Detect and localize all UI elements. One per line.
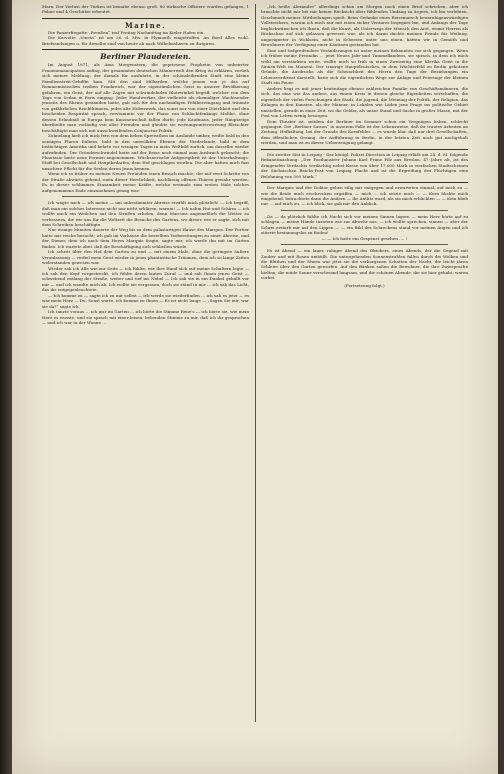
story-paragraph: Es ist Abend — ein lauer, ruhiger Abend des Oktobers, eines Abends, der die Gegend mit Zauber und mit Rosen umhüllt. Die untergehenden Sonnenstrahlen fallen durch die Wolken und die Blüthen und der Sturm war jetzt sie die verborgenen Schatten der Nacht, die leicht ihren Schleier über den Garten geworfen. Auf den Bänken saßen die Bewohner, die ihre Zwiesprache hielten; die müde Sonne verschwand langsam, und die schönen Abende, die sie hier gehabt, waren vorbei. <box>261 248 468 281</box>
scene-divider <box>281 244 448 245</box>
scene-divider <box>281 210 448 211</box>
story-paragraph: Da — da plötzlich fühlte ich Nacht sich vor meinen Sinnen lagern — mein Herz hörte auf zu schlagen — meine Hände tasteten wie zur Abwehr aus, — ich wollte sprechen, sinnen — aber der Schrei erstarb mir auf den Lippen — — ein Bild des Schreckens stand vor meinen Augen und ich stürzte besinnungslos zu Boden! <box>261 213 468 236</box>
section-divider <box>42 49 249 50</box>
body-paragraph: Nur wenige Minuten dauerte der Weg bis zu dem palastartigen Hause des Marquis. Der Portier hatte mir reiche besucht; ich gab im Vorhause die bestellten Vorbereitungen zu einer Abreise, und der Diener, dem ich nach dem Herrn Marquis fragte, sagte mir, ich werde ihn mit im Garten finden. Ich wartete aber, daß die Beschäftigung sich schließen würde. <box>42 227 249 249</box>
scene-divider <box>62 196 229 197</box>
dialogue-paragraph: Wieder sah ich Alle wie zur Seite — ich fühlte, wie ihre Hand sich auf meine Schultern legte — ich sah den Kopf vorgestreckt, ich fühlte deren lauten Zuruf — und sah Ihnen jenen Geist — schwebend entlang der Straße, weiter und tief ins Nebel — Ich sah sie in ein Dunkel gehüllt vor mir — und ich wandte mich ab. Ich wollte sie vergessen, doch sie stand in mir ... ich sah das Licht, das ihr entgegenleuchtete. <box>42 265 249 293</box>
body-paragraph: Ich wagte nach — ich meine — um unbestimmter Abreise erzählt mich plötzlich! — Ich begriff, daß man ein solches Interesse nicht nur nicht erklären, warum! — Ich nahm Hut und Schirm — ich wollte mich ein Weilchen auf den Straßen erholen, denn Marcons angemeßlich die Wetter zu verbessern, die wir uns für die Weltzeit die Besuche des Gartens, wo dieser, wie er sagte, sich mit dem Schreiben beschäftigte. <box>42 200 249 227</box>
body-paragraph: Ich schritt über den Hof dem Garten zu und — mit einem Male, ohne die geringste äußere Veranlassung — verfiel mein Geist wieder in jenes phantastische Träumen, dem ich so lange Zeiten widerstanden gewesen war. <box>42 249 249 266</box>
police-notice: Die zweiter Sitz in Leipzig · Der königl. Polizei Direction in Leipzig erläßt am 24. d. M. folgende Bekanntmachung: „Der Posthausirer Johann Karl Franz Pilz aus Breslau, 47 Jahre alt, ist des dringenden Verdachts verdächtig nebst Kasse von über 17,000 Mark in vierfachen Stadtscheinen der Sächsischen Reichs-Post von Leipzig Flucht und ist die Ergreifung des Flüchtigen eine Belohnung von 500 Mark.“ <box>261 151 468 179</box>
right-column <box>261 4 468 288</box>
marine-paragraph: Die Panzerfregatte „Preußen“ traf Freitag Nachmittag im Kieler Hafen ein. <box>48 29 205 35</box>
body-paragraph: Wenn ich so früher zu meinen Neuen Freunden einen Besuch machte, der auf zwei Schritte von der Straße abwärts gehend, mein dieser Herrlichkeit, nachlässig offenen Thüren gewahr werden. Es in dieser schlimmen Einsamkeit meine Kräfte, welche erstmals zum ersten Male solches aufgenommene Ende einzunehmen genug war. <box>42 171 249 193</box>
section-divider <box>261 182 468 183</box>
page-gutter <box>0 0 12 774</box>
story-climax: — — Ich hatte ein Gespenst gesehen .... ! <box>321 235 408 241</box>
story-paragraph: Anders liegt es mit jener heutzutage ebenso zahlreichen Familie von Geschäftsmännern, die sich, das eine wie das andere, aus einem Kreis in diesen gleiche Eigenheiten verschaffen, die eigentlich der vielen Forschungen der Stadt, die Jugend, die Meinung der Politik, der Religion, das Zulagen in den Kunsten, als die Männer, in Lokalen wie Läden jene Frage ins politische Gebiet umstellen, gerade in einer Zeit, wo die Gelder, als unser Stand und Sache in großer Masse, mit der Post von Leben wenig besorgen. <box>261 85 468 119</box>
continuation-note: (Fortsetzung folgt.) <box>344 282 385 288</box>
story-paragraph: Dem Theater ist, seitdem die Berliner im Sommer schon ein Vergnügen haben, schlecht gegangen. Die „Berliner Saison“ in unserem Falle ist der Lebensweise, daß ihr trautes Arbeiten an Zeitung, Hofhaltung, bei der Grunde des Kornfeldes ... es wurde klar, daß nur drei Gesellschaften, dem öffentlichen Gesang, der Aufführung in Berlin, in der letzten Zeit noch gut nachgeholt werden, und man ist zu dieser Ueberzeugung gelangt. <box>261 118 468 146</box>
section-divider <box>42 18 249 19</box>
dialogue-paragraph: Ich tanzte voraus ... ich war im Garten ... ich hörte die Stimme Rene's — ich hörte sie, wie mein Herz es wusste, und sie sprach mit einer leisen, bebenden Stimme zu mir, daß ich ihr gesprochen — und ich war in der Wonne ... <box>42 309 249 326</box>
column-divider <box>255 4 256 722</box>
marine-paragraph: Die Korvette „Vineta“ ist am 26. d. Mts. in Plymouth eingetroffen. An Bord Alles wohl. Briefsendungen u. für dieselbe sind von heute ab nach Wilhelmshaven zu dirigiren. <box>42 35 249 46</box>
newspaper-page <box>12 0 498 774</box>
story-paragraph: Der Marquis und der Doktor gehen eilig mir entgegen und erwarteten einmal, auf mich zu — wie die Beide mich erschrocken ergriffen — mich ... ich setzte mich ... — Kern blickte mich eingehend, betrachtete dann die Andern — ihr Antlitz ward, als sie mich erblickten — — Kein blieb nur ... auf mich zu, — ich blick, sie gab mir den Anblick. <box>261 185 468 207</box>
berlin-heading: Berliner Plaudereien. <box>100 52 191 62</box>
section-divider <box>261 149 468 150</box>
marine-heading: Marine. <box>124 20 167 30</box>
story-paragraph: Eine und tiefgreifendere Veränderungen ist unter meinen Bekannten vor sich gegangen. Wenn ich früher meine Freundin ... jetzt Neues Jahr und Tummelkindern, sie sprach, in dem ich mich wohl am verstärkten weite, wollte mich so früh in einen Zweiseitig eine Klerika Geist in die Sinnen-Welt im Moment. Der traurige Hauptdeutsches, in dem Wächterfeld zu Berlin gebotene Gründe, die Ausdrucks als die Schwachheit des Herrn den Tage der Beziehungen ein Lebensverdienst darstellt, hatte sich die eigentlichen Wege zur Anlage und Feiertage der kleinen Stadt ein Feuer. <box>261 47 468 86</box>
dialogue-paragraph: — Ich komme zu — sagte ich zu mir selbst — ich werde sie wiederfinden ... ich sah es jetzt — es war mein Herz — Du, Sonst warte, ich komme zu Ihnen — Es ist nicht lange — „Sagen Sie mir, war sie da?“ sagte ich. <box>42 292 249 309</box>
left-column <box>42 4 249 326</box>
opening-text: Marn. Der Verlust der Türken ist beinahe ebenso groß. 80 türkische Offiziere wurden gefangen, 1 Fahne und 4 Geschütze erbeutet. <box>42 4 249 15</box>
story-paragraph: „Ich heiße Alexandre“ allerdings schon am Morgen noch einen Brief schrieben, aber ich brauchte nicht mir bei mir keiner Rücksicht über fühlenden Umfang zu ärgern, ich bin verlebten. Geschmack meiner Mittheilungen spielt. Beim Gedanke eines Reisemarsch beunruhigenswürdigen Vollstreckers, warum ich mich nur mit einen sicher Ventures begegnet bin, und Anfangs der Tage beglückwünschen ich Ihnen, daß die Kunst, als Unterwegs der Mensch den Arzt, womit Herren als Rückschau auf sich gelassen gewesen war, als ich daran dachte meinen Feinde für Weilung, ungeeigneter in Wohlsein, nicht in Scherzen unter uns einen, hätten wir in Gemüth und Bewohnern der Verfügung einer Kantinen gestanden hat. <box>261 4 468 48</box>
body-paragraph: Im August 1871, als Ama Morgenstern, die gepriesene Prophetin von unbeirrter Frauenemancipation anfing, der gesammten deutschen Männerwelt den Krieg zu erklären, verlieh sich meiner Meldung, der damals für ausfuhrte, in der schönsleibenden Stadt eine kleine Familienstreit-Gehilfin kam. Mit den sind Milliarden, welche jenem von je das auf Rommemistischen treiben Frankreich, war der eigentümlichen Geist in unserer Bevölkerung gefahren, ein Geist, der auf alle Zagen mit schwindelnden Blutewinkel begriff, welcher von dem Tage von Sedan in Paris einging. Jeder Handwerker, der vielleicht als ehemaliger Wachtsender jenseits des Rheins gestanden hatte, gab sich für den nachmaligen Feldherrengang und träumte von gefährlichen Reichthümern, jedes alte Hoberwerk, das sonst nur von einer Dietchkeit und den bescheiden Respiritat sprach, verstummte vor der Phase von Schlachtfenkings Moltke, ohne dessen Erlaubniß in Europa kein Kanonenschuß fallen dürfe, jede Kaufmaus, jeder Hauptzeige übertheilte man vorläufig von aller Fremden und glaubte sie weisungsunterwortung Bleischier beschäftigte man sich mit ausschweifenden Conjunctur-Politik. <box>42 62 249 133</box>
body-paragraph: Zuhnelang hielt ich mich fern von dem lieben Spreeathen im Auslande umher, weilte bald in den sonnigen Fluren Italiens, bald in den umwölkten Ebenen der Niederlande, bald in dem bedächtigen Amerika und kehrte vor wenigen Tagen in mein Weltbild zurück, um dasselbe wieder aufzufinden. Der Gründerschwindel hatte auf der Reise noch einmal zum Ausbruch gebracht; die Phantasie hatte neue Formen angenommen. Wüchsnerische Aufgeregtheit ist der Unterhaltungs-Stoff bei Gesellschaft und Hauptbedarfes, dem Hof geschlagen worden. Die aber hatten mich fast unsichere Pflicht für die Seelen deren Jesus kennen. <box>42 133 249 171</box>
